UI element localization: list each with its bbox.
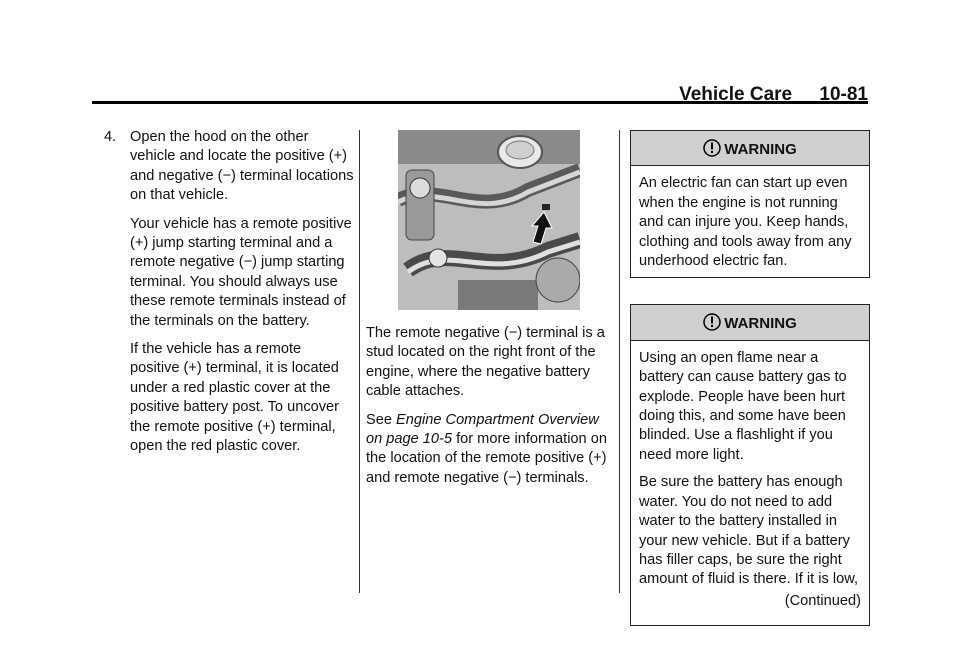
step-4 bbox=[104, 128, 354, 206]
see-reference: See Engine Compartment Overview on page 10‑5 for more information on the location of the remote positive (+) and remote negative (−) terminals. bbox=[366, 411, 607, 486]
paragraph: Your vehicle has a remote positive (+) jump starting terminal and a remote negative (−) jump starting terminal. You should always use these remote terminals instead of the terminals on the battery. bbox=[130, 215, 352, 329]
column-divider-right bbox=[619, 130, 620, 593]
warning-title: WARNING bbox=[724, 141, 797, 158]
column-divider-left bbox=[359, 130, 360, 593]
column-left bbox=[104, 128, 354, 466]
header-rule bbox=[92, 101, 868, 104]
page-number: 10-81 bbox=[819, 84, 868, 105]
warning-title: WARNING bbox=[724, 315, 797, 333]
warning-header bbox=[631, 305, 869, 340]
reference-link[interactable]: Engine Compartment Overview on page 10‑5 bbox=[366, 411, 599, 448]
warning-box-fan bbox=[630, 130, 870, 278]
warning-icon bbox=[703, 313, 721, 331]
warning-text: Be sure the battery has enough water. You do not need to add water to the battery installed in your new vehicle. But if a battery has filler caps, be sure the right amount of fluid is there. If it is low, bbox=[639, 474, 859, 588]
warning-header bbox=[631, 131, 869, 166]
continued-label: (Continued) bbox=[784, 592, 861, 609]
step-number: 4. bbox=[104, 129, 117, 145]
engine-photo bbox=[398, 130, 580, 310]
warning-box-flame bbox=[630, 304, 870, 626]
engine-illustration bbox=[398, 130, 580, 310]
paragraph: If the vehicle has a remote positive (+) terminal, it is located under a red plastic cover at the positive battery post. To uncover the remote positive (+) terminal, open the red plastic cover. bbox=[130, 341, 340, 455]
step-text: Open the hood on the other vehicle and locate the positive (+) and negative (−) terminal locations on that vehicle. bbox=[130, 129, 354, 204]
photo-caption: The remote negative (−) terminal is a stud located on the right front of the engine, where the negative battery cable attaches. bbox=[366, 325, 605, 400]
column-middle bbox=[366, 130, 610, 497]
section-title: Vehicle Care bbox=[679, 84, 793, 105]
column-right bbox=[630, 130, 870, 652]
warning-icon bbox=[703, 139, 721, 157]
warning-text: An electric fan can start up even when the engine is not running and can injure you. Keep hands, clothing and tools away from any underhood electric fan. bbox=[639, 175, 852, 270]
warning-text: Using an open flame near a battery can cause battery gas to explode. People have been hurt doing this, and some have been blinded. Use a flashlight if you need more light. bbox=[639, 349, 847, 463]
